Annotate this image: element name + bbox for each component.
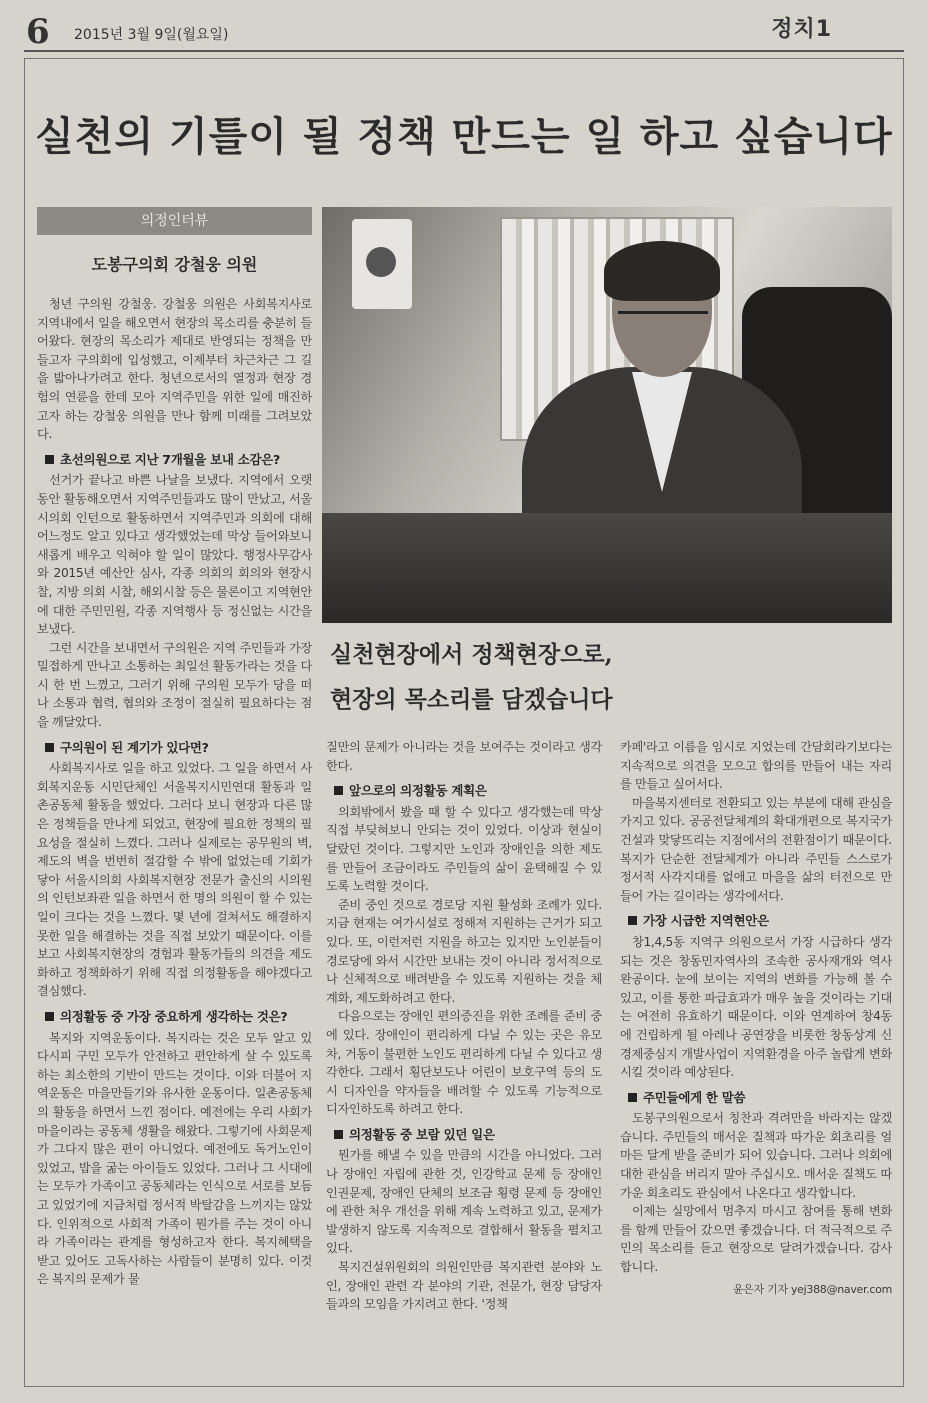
interview-subject: 도봉구의회 강철웅 의원: [91, 255, 258, 274]
answer-paragraph: 질만의 문제가 아니라는 것을 보여주는 것이라고 생각한다.: [326, 740, 602, 773]
column-3: [620, 738, 892, 1299]
answer-paragraph: 복지건설위원회의 의원인만큼 복지관련 분야와 노인, 장애인 관련 각 분야의 기관, 전문가, 현장 담당자들과의 모임을 가지려고 한다. '정책: [326, 1260, 602, 1312]
answer-paragraph: 그런 시간을 보내면서 구의원은 지역 주민들과 가장 밀접하게 만나고 소통하는 최일선 활동가라는 것을 다시 한 번 느꼈고, 그러기 위해 구의원 모두가 당을 떠나 소통과 협력, 협의와 조정이 절실히 필요하다는 점을 깨달았다.: [37, 640, 312, 730]
desk-shape: [322, 513, 892, 623]
answer-paragraph: 의회밖에서 봤을 때 할 수 있다고 생각했는데 막상 직접 부딪혀보니 안되는 것이 있었다. 이상과 현실이 달랐던 것이다. 그렇지만 노인과 장애인을 의한 제도를 만들어 조금이라도 주민들의 삶이 윤택해질 수 있도록 노력할 것이다.: [326, 804, 602, 894]
interview-photo: [322, 207, 892, 623]
pull-quote-line1: 실천현장에서 정책현장으로,: [330, 641, 613, 668]
flag-shape: [352, 219, 412, 309]
answer-paragraph: 이제는 실망에서 멈추지 마시고 참여를 통해 변화를 함께 만들어 갔으면 좋겠습니다. 더 적극적으로 주민의 목소리를 듣고 현장으로 달려가겠습니다. 감사합니다.: [620, 1204, 892, 1275]
top-rule: [24, 50, 904, 52]
intro-paragraph: 청년 구의원 강철웅. 강철웅 의원은 사회복지사로 지역내에서 일을 해오면서 현장의 목소리를 충분히 들어왔다. 현장의 목소리가 제대로 반영되는 정책을 만들고자 구의회에 입성했고, 이제부터 차근차근 그 길을 밟아나가려고 한다. 청년으로서의 열정과 현장 경험의 연륜을 한데 모아 지역주민을 위한 일에 매진하고자 하는 강철웅 의원을 만나 함께 미래를 그려보았다.: [37, 297, 312, 442]
question-heading: 초선의원으로 지난 7개월을 보내 소감은?: [37, 451, 312, 470]
answer-paragraph: 카페'라고 이름을 임시로 지었는데 간담회라기보다는 지속적으로 의견을 모으고 합의를 만들어 내는 자리를 만들고 싶어서다.: [620, 740, 892, 792]
answer-paragraph: 다음으로는 장애인 편의증진을 위한 조례를 준비 중에 있다. 장애인이 편리하게 다닐 수 있는 곳은 유모차, 거동이 불편한 노인도 편리하게 다닐 수 있다고 생각한다. 그래서 횡단보도나 어린이 보호구역 등의 도시 디자인을 약자들을 배려할 수 있도록 기능적으로 디자인하도록 하려고 한다.: [326, 1009, 602, 1117]
question-heading: 앞으로의 의정활동 계획은: [326, 782, 602, 801]
column-1: [37, 295, 312, 1289]
answer-paragraph: 복지와 지역운동이다. 복지라는 것은 모두 알고 있다시피 구민 모두가 안전하고 편안하게 살 수 있도록 하는 최소한의 기반이 만드는 것이다. 이와 더불어 지역운동은 마을만들기와 유사한 운동이다. 일촌공동체의 활동을 하면서 느낀 점이다. 예전에는 우리 사회가 마을이라는 공동체 생활을 해왔다. 그렇기에 사회문제가 그다지 많은 편이 아니었다. 예전에도 독거노인이 있었고, 밥을 굶는 아이들도 있었다. 그러나 그 시대에는 모두가 가족이고 공동체라는 인식으로 서로를 보듬고 있었기에 지금처럼 정서적 박탈감을 느끼지는 않았다. 인위적으로 사회적 가족이 뭔가를 주는 것이 아니라 가족이라는 관계를 형성하고자 한다. 복지혜택을 받고 있어도 고독사하는 사람들이 분명히 있다. 이것은 복지의 문제가 물: [37, 1030, 312, 1287]
answer-paragraph: 뭔가를 해낼 수 있을 만큼의 시간을 아니었다. 그러나 장애인 자립에 관한 것, 인강학교 문제 등 장애인 인권문제, 장애인 단체의 보조금 횡령 문제 등 장애인에 관한 처우 개선을 위해 계속 노력하고 있고, 문제가 발생하지 않도록 지속적으로 결합해서 활동을 펼치고 있다.: [326, 1148, 602, 1256]
answer-paragraph: 선거가 끝나고 바쁜 나날을 보냈다. 지역에서 오랫동안 활동해오면서 지역주민들과도 많이 만났고, 서울시의회 인턴으로 활동하면서 지역주민과 의회에 대해 어느정도 알고 있다고 생각했었는데 막상 들어와보니 새롭게 배우고 익혀야 할 일이 많았다. 행정사무감사와 2015년 예산안 심사, 각종 의회의 회의와 현장시찰, 지방 의회 시찰, 해외시찰 등은 물론이고 지역현안에 대한 주민민원, 각종 지역행사 등 정신없는 시간을 보냈다.: [37, 473, 312, 637]
answer-paragraph: 도봉구의원으로서 칭찬과 격려만을 바라지는 않겠습니다. 주민들의 매서운 질책과 따가운 회초리를 얼마든 달게 받을 준비가 되어 있습니다. 그러나 의회에 대한 관심을 버리지 말아 주십시오. 매서운 질책도 따가운 회초리도 관심에서 나온다고 생각합니다.: [620, 1111, 892, 1200]
answer-paragraph: 준비 중인 것으로 경로당 지원 활성화 조례가 있다. 지금 현재는 여가시설로 정해져 지원하는 근거가 되고 있다. 또, 이런저런 지원을 하고는 있지만 노인분들이 경로당에 와서 시간만 보내는 것이 아니라 정서적으로나 신체적으로 배려받을 수 있도록 지원하는 것을 체계화, 제도화하려고 한다.: [326, 897, 602, 1005]
pull-quote: [322, 632, 900, 722]
headline: 실천의 기틀이 될 정책 만드는 일 하고 싶습니다: [35, 113, 893, 160]
pull-quote-line2: 현장의 목소리를 담겠습니다: [330, 686, 613, 713]
answer-paragraph: 사회복지사로 일을 하고 있었다. 그 일을 하면서 사회복지운동 시민단체인 서울복지시민연대 활동과 일촌공동체 활동을 했었다. 그러다 보니 현장과 다른 많은 정책들을 만나게 되었고, 현장에 필요한 정책의 필요성을 절실히 느꼈다. 그러나 실제로는 공무원의 벽, 제도의 벽을 번번히 절감할 수 밖에 없었는데 기회가 닿아 서울시의회 사회복지현장 전문가 출신의 시의원의 인턴보좌관 일을 하면서 한 명의 의원이 할 수 있는 일이 크다는 것을 느꼈다. 몇 년에 걸쳐서도 해결하지 못한 일을 해결하는 것을 직접 보았기 때문이다. 이를 보고 사회복지현장의 경험과 활동가들의 의견을 제도화하고 정책화하기 위해 직접 의정활동을 해야겠다고 결심했다.: [37, 761, 312, 999]
question-heading: 의정활동 중 가장 중요하게 생각하는 것은?: [37, 1008, 312, 1027]
column-2: [326, 738, 602, 1314]
answer-paragraph: 마을복지센터로 전환되고 있는 부분에 대해 관심을 가지고 있다. 공공전달체계의 확대개편으로 복지국가 건설과 맞닿뜨리는 지점에서의 전환점이기 때문이다. 복지가 단순한 전달체계가 아니라 주민들 스스로가 정서적 사각지대를 없애고 마을을 삶의 터전으로 만들어 가는 길이라는 생각에서다.: [620, 795, 892, 903]
section-label: 정치1: [771, 17, 832, 42]
byline: 윤은자 기자 yej388@naver.com: [732, 1282, 892, 1296]
issue-date: 2015년 3월 9일(월요일): [74, 27, 229, 43]
question-heading: 주민들에게 한 말씀: [620, 1089, 892, 1108]
question-heading: 가장 시급한 지역현안은: [620, 912, 892, 931]
interview-tag: 의정인터뷰: [37, 207, 312, 235]
question-heading: 의정활동 중 보람 있던 일은: [326, 1126, 602, 1145]
answer-paragraph: 창1,4,5동 지역구 의원으로서 가장 시급하다 생각되는 것은 창동민자역사의 조속한 공사재개와 역사 완공이다. 눈에 보이는 지역의 변화를 가능해 볼 수 있고, 이를 통한 파급효과가 매우 높을 것이라는 기대는 여전히 유효하기 때문이다. 이와 연계하여 창4동에 건립하게 될 아레나 공연장을 비롯한 창동상계 신경제중심지 개발사업이 지역환경을 아주 놀랍게 변화시킬 것이라 예상된다.: [620, 934, 892, 1080]
page-number: 6: [26, 12, 50, 52]
question-heading: 구의원이 된 계기가 있다면?: [37, 739, 312, 758]
